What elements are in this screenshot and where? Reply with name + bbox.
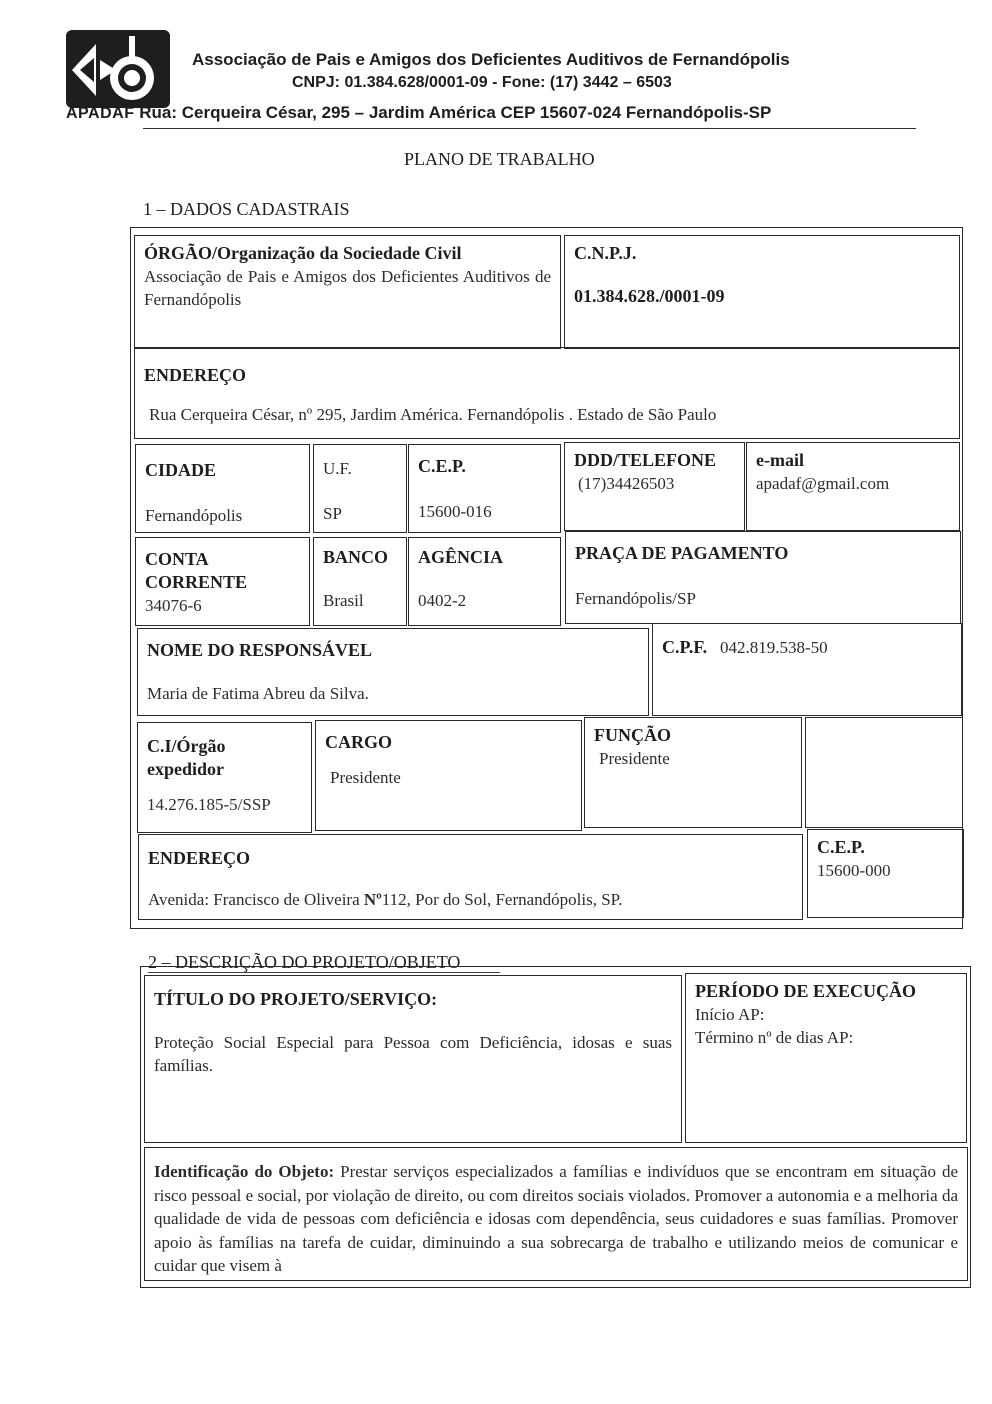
objeto-cell: [144, 1147, 968, 1281]
agencia-value: 0402-2: [418, 591, 467, 610]
email-value: apadaf@gmail.com: [756, 474, 890, 493]
telefone-label: DDD/TELEFONE: [574, 450, 717, 470]
titulo-value: Proteção Social Especial para Pessoa com Deficiência, idosas e suas famílias.: [154, 1033, 672, 1075]
praca-value: Fernandópolis/SP: [575, 589, 696, 608]
cpf-cell: [652, 623, 962, 716]
cep-cell: [408, 444, 561, 533]
org-name: Associação de Pais e Amigos dos Deficientes Auditivos de Fernandópolis: [192, 50, 790, 69]
cep2-cell: [807, 829, 964, 918]
org-address-text: Rua: Cerqueira César, 295 – Jardim América CEP 15607-024 Fernandópolis-SP: [139, 103, 772, 122]
funcao-label: FUNÇÃO: [594, 725, 671, 745]
endereco2-value-post: 112, Por do Sol, Fernandópolis, SP.: [381, 890, 623, 909]
objeto-text: [154, 1160, 958, 1278]
praca-cell: [565, 531, 961, 624]
org-cnpj-phone: CNPJ: 01.384.628/0001-09 - Fone: (17) 3442 – 6503: [292, 74, 672, 91]
cpf-label: C.P.F.: [662, 637, 708, 657]
endereco2-cell: [138, 834, 803, 920]
endereco2-value-number-label: Nº: [363, 890, 382, 909]
cep2-value: 15600-000: [817, 861, 891, 880]
responsavel-cell: [137, 628, 649, 716]
praca-label: PRAÇA DE PAGAMENTO: [575, 543, 789, 563]
section-2-heading: 2 – DESCRIÇÃO DO PROJETO/OBJETO: [148, 952, 461, 972]
banco-cell: [313, 537, 407, 626]
cidade-cell: [135, 444, 310, 533]
cargo-label: CARGO: [325, 732, 392, 752]
periodo-label: PERÍODO DE EXECUÇÃO: [695, 981, 917, 1001]
cidade-value: Fernandópolis: [145, 506, 243, 525]
cnpj-cell: [564, 235, 960, 349]
email-cell: [746, 442, 960, 531]
telefone-cell: [564, 442, 745, 531]
funcao-value: Presidente: [599, 749, 670, 768]
banco-label: BANCO: [323, 547, 389, 567]
responsavel-value: Maria de Fatima Abreu da Silva.: [147, 684, 369, 703]
ci-label: C.I/Órgão expedidor: [147, 736, 226, 779]
uf-value: SP: [323, 504, 342, 523]
cargo-value: Presidente: [330, 768, 401, 787]
logo-text: APADAF: [66, 105, 135, 122]
document-title: PLANO DE TRABALHO: [404, 149, 595, 169]
titulo-label: TÍTULO DO PROJETO/SERVIÇO:: [154, 989, 438, 1009]
conta-label: CONTA CORRENTE: [145, 549, 248, 592]
funcao-cell: [584, 717, 802, 828]
uf-label: U.F.: [323, 459, 352, 478]
cnpj-value: 01.384.628./0001-09: [574, 286, 725, 306]
uf-cell: [313, 444, 407, 533]
orgao-cell: [134, 235, 561, 349]
cidade-label: CIDADE: [145, 460, 217, 480]
ci-value: 14.276.185-5/SSP: [147, 795, 271, 814]
agencia-cell: [408, 537, 561, 626]
ci-cell: [137, 722, 312, 833]
titulo-cell: [144, 975, 682, 1143]
endereco-label: ENDEREÇO: [144, 365, 247, 385]
endereco2-label: ENDEREÇO: [148, 848, 251, 868]
responsavel-label: NOME DO RESPONSÁVEL: [147, 640, 373, 660]
orgao-value: Associação de Pais e Amigos dos Deficientes Auditivos de Fernandópolis: [144, 267, 551, 309]
objeto-description: Prestar serviços especializados a famílias e indivíduos que se encontram em situação de risco pessoal e social, por violação de direito, ou com direitos sociais violados. Promover a autonomia e a melhoria da qualidade de vida de pessoas com deficiência e idosas com dependência, seus cuidadores e suas famílias. Promover apoio às famílias na tarefa de cuidar, diminuindo a sua sobrecarga de trabalho e utilizando meios de comunicar e cuidar que visem à: [154, 1162, 958, 1275]
inicio-label: Início AP:: [695, 1005, 765, 1024]
endereco-value: Rua Cerqueira César, nº 295, Jardim América. Fernandópolis . Estado de São Paulo: [149, 405, 717, 424]
agencia-label: AGÊNCIA: [418, 547, 504, 567]
cnpj-label: C.N.P.J.: [574, 243, 637, 263]
banco-value: Brasil: [323, 591, 364, 610]
periodo-cell: [685, 973, 967, 1143]
endereco2-value: [148, 888, 793, 911]
orgao-label: ÓRGÃO/Organização da Sociedade Civil: [144, 243, 462, 263]
cep2-label: C.E.P.: [817, 837, 865, 857]
header-divider: [143, 128, 916, 129]
empty-cell: [805, 717, 963, 828]
cep-value: 15600-016: [418, 502, 492, 521]
conta-value: 34076-6: [145, 596, 202, 615]
cpf-value: 042.819.538-50: [719, 638, 828, 657]
org-address: [66, 103, 771, 123]
section-1-heading: 1 – DADOS CADASTRAIS: [143, 199, 350, 219]
conta-cell: [135, 537, 310, 626]
objeto-label: Identificação do Objeto:: [154, 1162, 335, 1181]
cargo-cell: [315, 720, 582, 831]
telefone-value: (17)34426503: [578, 474, 675, 493]
endereco2-value-pre: Avenida: Francisco de Oliveira: [148, 890, 364, 909]
email-label: e-mail: [756, 450, 804, 470]
endereco-cell: [134, 347, 960, 439]
cep-label: C.E.P.: [418, 456, 466, 476]
termino-label: Término nº de dias AP:: [695, 1028, 854, 1047]
